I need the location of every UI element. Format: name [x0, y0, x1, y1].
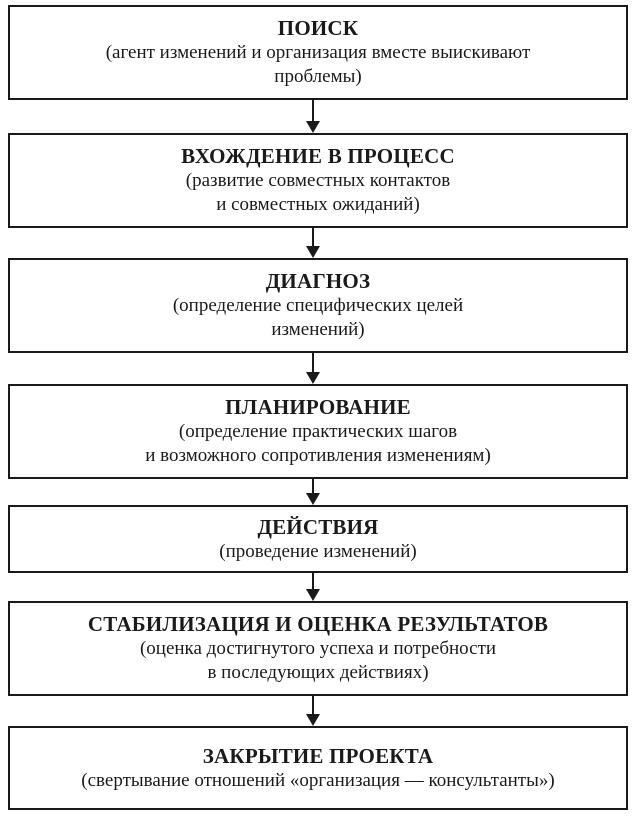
step-title: ВХОЖДЕНИЕ В ПРОЦЕСС: [181, 144, 455, 168]
step-description: (определение специфических целей изменений): [172, 295, 464, 340]
step-planning-box: [8, 384, 628, 479]
step-title: ПОИСК: [277, 16, 359, 40]
down-arrow-icon: [306, 100, 320, 133]
down-arrow-icon: [306, 353, 320, 384]
step-stabilization-box: [8, 601, 628, 696]
step-search-box: [8, 5, 628, 100]
step-actions-box: [8, 505, 628, 573]
step-diagnosis-box: [8, 258, 628, 353]
step-description: (оценка достигнутого успеха и потребности в последующих действиях): [139, 638, 497, 683]
step-title: ПЛАНИРОВАНИЕ: [225, 395, 411, 419]
step-title: ЗАКРЫТИЕ ПРОЕКТА: [202, 743, 434, 768]
step-description: (агент изменений и организация вместе выискивают проблемы): [105, 42, 531, 87]
step-title: ДИАГНОЗ: [265, 269, 371, 293]
step-description: (свертывание отношений «организация — консультанты»): [81, 769, 555, 791]
down-arrow-icon: [306, 228, 320, 258]
down-arrow-icon: [306, 479, 320, 505]
step-description: (проведение изменений): [219, 540, 417, 562]
step-entry-box: [8, 133, 628, 228]
step-title: ДЕЙСТВИЯ: [257, 514, 379, 539]
down-arrow-icon: [306, 573, 320, 601]
down-arrow-icon: [306, 696, 320, 726]
step-description: (определение практических шагов и возможного сопротивления изменениям): [145, 421, 491, 466]
step-title: СТАБИЛИЗАЦИЯ И ОЦЕНКА РЕЗУЛЬТАТОВ: [87, 612, 549, 636]
step-description: (развитие совместных контактов и совместных ожиданий): [185, 170, 451, 215]
step-closure-box: [8, 726, 628, 810]
